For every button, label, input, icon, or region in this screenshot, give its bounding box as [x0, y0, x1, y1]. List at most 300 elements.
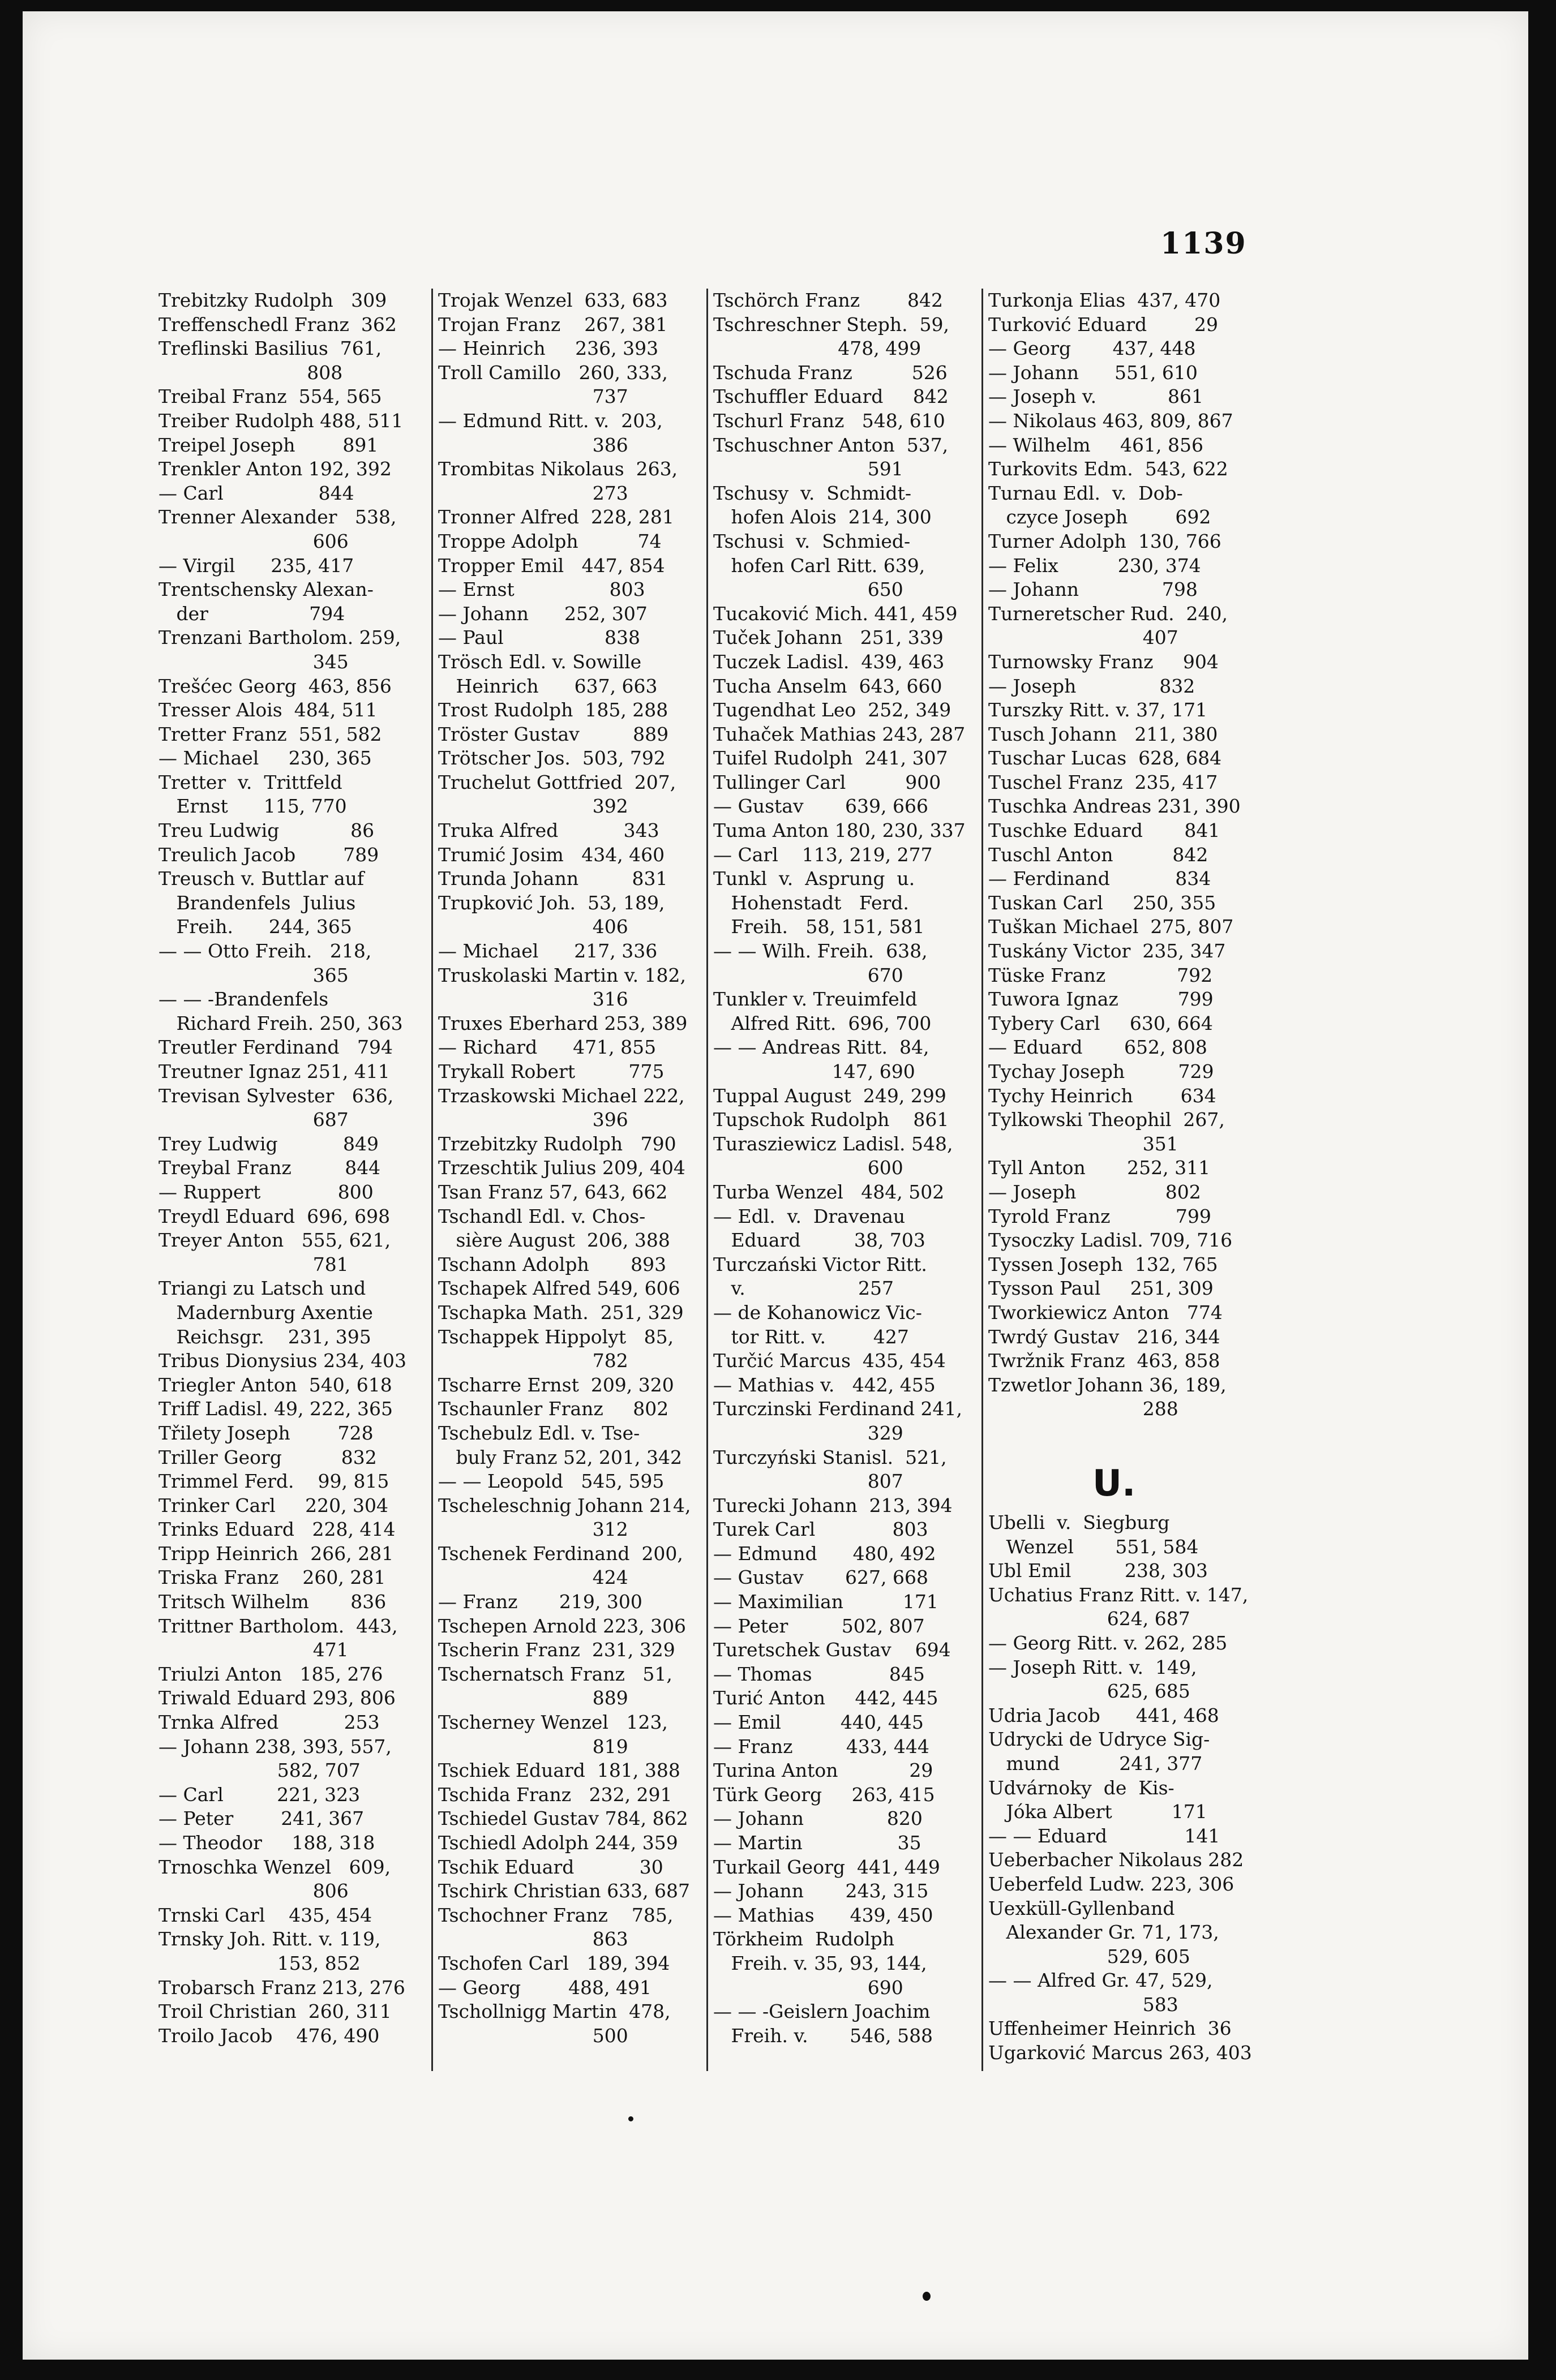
index-entry-line: Tresser Alois 484, 511 [158, 699, 378, 721]
index-entry-line: Türk Georg 263, 415 [713, 1783, 935, 1806]
index-entry-line: 670 [713, 964, 903, 986]
index-entry-line: Freih. 244, 365 [158, 916, 352, 938]
index-entry-line: — — Eduard 141 [988, 1824, 1220, 1847]
index-entry-line: — Theodor 188, 318 [158, 1832, 375, 1854]
index-entry-line: 863 [438, 1928, 628, 1951]
index-entry-line: — Felix 230, 374 [988, 554, 1201, 577]
index-entry-line: — Ferdinand 834 [988, 867, 1211, 890]
index-entry-line: Tuwora Ignaz 799 [988, 988, 1214, 1011]
index-entry-line: 624, 687 [988, 1608, 1190, 1630]
index-entry-line: czyce Joseph 692 [988, 506, 1211, 529]
index-entry-line: Tucha Anselm 643, 660 [713, 675, 942, 697]
index-entry-line: Tuhaček Mathias 243, 287 [713, 723, 966, 745]
index-entry-line: Tschebulz Edl. v. Tse- [438, 1421, 640, 1444]
index-entry-line: Tunkler v. Treuimfeld [713, 988, 918, 1011]
index-entry-line: Tschernatsch Franz 51, [438, 1662, 672, 1685]
index-entry-line: — Franz 433, 444 [713, 1735, 929, 1758]
index-entry-line: sière August 206, 388 [438, 1229, 670, 1252]
index-column-1 [158, 289, 425, 2048]
index-entry-line: Trinker Carl 220, 304 [158, 1494, 389, 1517]
print-speck [628, 2116, 633, 2121]
index-entry-line: Treybal Franz 844 [158, 1157, 381, 1179]
index-column-2 [438, 289, 710, 2048]
index-entry-line: Tschapka Math. 251, 329 [438, 1301, 684, 1324]
index-entry-line: — Heinrich 236, 393 [438, 337, 659, 360]
index-entry-line: Tretter v. Trittfeld [158, 771, 342, 793]
index-entry-line: hofen Alois 214, 300 [713, 506, 932, 529]
index-entry-line: 889 [438, 1687, 628, 1709]
index-entry-line: — — Wilh. Freih. 638, [713, 940, 928, 963]
index-entry-line: — — -Geislern Joachim [713, 2000, 931, 2023]
index-entry-line: Freih. v. 546, 588 [713, 2024, 933, 2047]
index-entry-line: 273 [438, 482, 628, 504]
index-entry-line: Turek Carl 803 [713, 1518, 928, 1541]
index-entry-line: Tschik Eduard 30 [438, 1855, 663, 1878]
index-entry-line: Tugendhat Leo 252, 349 [713, 699, 951, 721]
index-entry-line: Tworkiewicz Anton 774 [988, 1301, 1223, 1324]
index-entry-line: Treulich Jacob 789 [158, 843, 379, 866]
index-entry-line: 365 [158, 964, 349, 986]
index-entry-line: — Johann 238, 393, 557, [158, 1735, 392, 1758]
index-entry-line: Uffenheimer Heinrich 36 [988, 2017, 1232, 2040]
index-entry-line: — Carl 221, 323 [158, 1783, 361, 1806]
index-entry-line: Tritsch Wilhelm 836 [158, 1591, 387, 1613]
index-entry-line: Troilo Jacob 476, 490 [158, 2024, 380, 2047]
index-entry-line: Tschusy v. Schmidt- [713, 482, 912, 504]
page-number: 1139 [1160, 226, 1247, 261]
index-entry-line: Tysoczky Ladisl. 709, 716 [988, 1229, 1233, 1252]
index-entry-line: Tylkowski Theophil 267, [988, 1109, 1225, 1131]
index-entry-line: Tschandl Edl. v. Chos- [438, 1205, 646, 1227]
index-entry-line: 478, 499 [713, 337, 921, 360]
column-divider [431, 289, 433, 2071]
index-entry-line: — Nikolaus 463, 809, 867 [988, 409, 1233, 432]
index-entry-line: Tullinger Carl 900 [713, 771, 941, 793]
index-entry-line: Trost Rudolph 185, 288 [438, 699, 668, 721]
index-entry-line: — Richard 471, 855 [438, 1036, 657, 1059]
index-entry-line: 500 [438, 2024, 628, 2047]
index-entry-line: Třilety Joseph 728 [158, 1421, 374, 1444]
index-entry-line: Tschaunler Franz 802 [438, 1398, 669, 1420]
index-entry-line: — Johann 243, 315 [713, 1880, 929, 1902]
index-entry-line: — Ernst 803 [438, 578, 645, 601]
index-entry-line: 781 [158, 1253, 349, 1275]
index-entry-line: Tuppal August 249, 299 [713, 1084, 946, 1107]
index-entry-line: Tschurl Franz 548, 610 [713, 409, 945, 432]
index-entry-line: Tschann Adolph 893 [438, 1253, 667, 1275]
index-entry-line: Trenner Alexander 538, [158, 506, 397, 529]
index-entry-line: — Emil 440, 445 [713, 1711, 924, 1734]
index-entry-line: Tschörch Franz 842 [713, 289, 944, 311]
index-entry-line: Törkheim Rudolph [713, 1928, 895, 1951]
index-entry-line: Tuschke Eduard 841 [988, 819, 1220, 842]
index-entry-line: Treipel Joseph 891 [158, 433, 379, 456]
index-entry-line: Richard Freih. 250, 363 [158, 1012, 403, 1034]
index-entry-line: Tunkl v. Asprung u. [713, 867, 915, 890]
index-entry-line: Heinrich 637, 663 [438, 675, 658, 697]
index-entry-line: Trojan Franz 267, 381 [438, 313, 668, 336]
index-entry-line: 329 [713, 1421, 903, 1444]
index-entry-line: Trinks Eduard 228, 414 [158, 1518, 396, 1541]
index-entry-line: Tschuffler Eduard 842 [713, 385, 949, 408]
index-entry-line: Jóka Albert 171 [988, 1801, 1207, 1823]
index-entry-line: 147, 690 [713, 1060, 915, 1082]
index-entry-line: 312 [438, 1518, 628, 1541]
index-entry-line: Tripp Heinrich 266, 281 [158, 1542, 394, 1565]
index-entry-line: Trebitzky Rudolph 309 [158, 289, 387, 311]
index-entry-line: — — Andreas Ritt. 84, [713, 1036, 929, 1059]
index-entry-line: — Joseph Ritt. v. 149, [988, 1656, 1197, 1678]
index-entry-line: tor Ritt. v. 427 [713, 1325, 909, 1348]
index-entry-line: 806 [158, 1880, 349, 1902]
index-entry-line: — Georg 437, 448 [988, 337, 1196, 360]
index-entry-line: — Gustav 627, 668 [713, 1566, 928, 1589]
index-entry-line: Turić Anton 442, 445 [713, 1687, 938, 1709]
index-entry-line: Turczinski Ferdinand 241, [713, 1398, 963, 1420]
index-entry-line: — Virgil 235, 417 [158, 554, 354, 577]
index-entry-line: Ernst 115, 770 [158, 795, 347, 818]
index-entry-line: — Georg Ritt. v. 262, 285 [988, 1631, 1228, 1654]
index-entry-line: — Joseph 802 [988, 1180, 1201, 1203]
index-entry-line: — Ruppert 800 [158, 1180, 374, 1203]
index-entry-line: Tschochner Franz 785, [438, 1904, 674, 1926]
index-entry-line: Treutner Ignaz 251, 411 [158, 1060, 390, 1082]
index-entry-line: Trnski Carl 435, 454 [158, 1904, 372, 1926]
index-entry-line: Tschuschner Anton 537, [713, 433, 949, 456]
index-entry-line: Troil Christian 260, 311 [158, 2000, 392, 2023]
index-entry-line: Tyssen Joseph 132, 765 [988, 1253, 1218, 1275]
index-entry-line: Tuma Anton 180, 230, 337 [713, 819, 966, 842]
index-entry-line: Tschiek Eduard 181, 388 [438, 1759, 680, 1782]
index-entry-line: 819 [438, 1735, 628, 1758]
index-entry-line: Turczyński Stanisl. 521, [713, 1446, 947, 1468]
index-entry-line: Truka Alfred 343 [438, 819, 659, 842]
index-entry-line: Tychay Joseph 729 [988, 1060, 1214, 1082]
index-column-3 [713, 289, 985, 2048]
index-entry-line: Tschenek Ferdinand 200, [438, 1542, 683, 1565]
index-entry-line: Ubl Emil 238, 303 [988, 1560, 1208, 1582]
index-entry-line: Trösch Edl. v. Sowille [438, 650, 642, 673]
index-entry-line: Trey Ludwig 849 [158, 1132, 379, 1155]
index-entry-line: Alexander Gr. 71, 173, [988, 1921, 1219, 1944]
index-entry-line: — — Otto Freih. 218, [158, 940, 372, 963]
index-entry-line: Trupković Joh. 53, 189, [438, 891, 665, 914]
index-entry-line: Tschappek Hippolyt 85, [438, 1325, 674, 1348]
index-entry-line: Turszky Ritt. v. 37, 171 [988, 699, 1208, 721]
index-entry-line: Tschirk Christian 633, 687 [438, 1880, 691, 1902]
index-entry-line: 407 [988, 626, 1178, 649]
index-entry-line: — Joseph v. 861 [988, 385, 1203, 408]
index-entry-line: — Georg 488, 491 [438, 1976, 652, 1999]
index-entry-line: Tuifel Rudolph 241, 307 [713, 747, 948, 770]
index-entry-line: Ueberfeld Ludw. 223, 306 [988, 1872, 1234, 1895]
index-entry-line: — Michael 217, 336 [438, 940, 658, 963]
page-sheet [23, 11, 1528, 2360]
index-entry-line: Turetschek Gustav 694 [713, 1639, 951, 1661]
index-entry-line: Turčić Marcus 435, 454 [713, 1350, 946, 1372]
index-entry-line: Tschuda Franz 526 [713, 361, 948, 384]
index-entry-line: Tschiedl Adolph 244, 359 [438, 1832, 678, 1854]
index-entry-line: Troppe Adolph 74 [438, 530, 662, 552]
index-entry-line: Tusch Johann 211, 380 [988, 723, 1218, 745]
index-entry-line: Triff Ladisl. 49, 222, 365 [158, 1398, 393, 1420]
index-entry-line: — Paul 838 [438, 626, 641, 649]
index-entry-line: Madernburg Axentie [158, 1301, 373, 1324]
index-entry-line: 737 [438, 385, 628, 408]
index-entry-line: der 794 [158, 602, 345, 625]
index-entry-line: Trombitas Nikolaus 263, [438, 458, 678, 480]
index-entry-line: Trötscher Jos. 503, 792 [438, 747, 666, 770]
index-entry-line: 351 [988, 1132, 1178, 1155]
index-entry-line: Trenzani Bartholom. 259, [158, 626, 401, 649]
index-entry-line: Tschida Franz 232, 291 [438, 1783, 672, 1806]
index-entry-line: — Johann 252, 307 [438, 602, 648, 625]
index-entry-line: Triulzi Anton 185, 276 [158, 1662, 383, 1685]
index-entry-line: Tscharre Ernst 209, 320 [438, 1373, 674, 1396]
index-entry-line: 808 [158, 361, 343, 384]
index-entry-line: Wenzel 551, 584 [988, 1535, 1199, 1558]
index-entry-line: Tuschar Lucas 628, 684 [988, 747, 1222, 770]
index-entry-line: Treu Ludwig 86 [158, 819, 375, 842]
index-entry-line: — Edmund 480, 492 [713, 1542, 936, 1565]
index-entry-line: Tuschl Anton 842 [988, 843, 1208, 866]
index-entry-line: Trevisan Sylvester 636, [158, 1084, 394, 1107]
index-entry-line: Tropper Emil 447, 854 [438, 554, 665, 577]
index-entry-line: Tscherin Franz 231, 329 [438, 1639, 675, 1661]
index-entry-line: Tuškan Michael 275, 807 [988, 916, 1234, 938]
index-entry-line: Trenkler Anton 192, 392 [158, 458, 392, 480]
index-entry-line: Tscheleschnig Johann 214, [438, 1494, 691, 1517]
index-entry-line: Twržnik Franz 463, 858 [988, 1350, 1220, 1372]
index-entry-line: — Martin 35 [713, 1832, 921, 1854]
index-entry-line: 650 [713, 578, 903, 601]
index-entry-line: Tupschok Rudolph 861 [713, 1109, 949, 1131]
index-entry-line: Turecki Johann 213, 394 [713, 1494, 953, 1517]
index-entry-line: Treyer Anton 555, 621, [158, 1229, 391, 1252]
index-entry-line: Trunda Johann 831 [438, 867, 668, 890]
index-entry-line: Turina Anton 29 [713, 1759, 933, 1782]
index-entry-line: Tuskan Carl 250, 355 [988, 891, 1216, 914]
index-entry-line: 392 [438, 795, 628, 818]
index-entry-line: Reichsgr. 231, 395 [158, 1325, 371, 1348]
index-entry-line: Tscherney Wenzel 123, [438, 1711, 668, 1734]
index-entry-line: Tuskány Victor 235, 347 [988, 940, 1226, 963]
index-entry-line: 424 [438, 1566, 628, 1589]
index-entry-line: — Johann 820 [713, 1807, 923, 1830]
index-entry-line: 583 [988, 1993, 1178, 2016]
index-entry-line: Tybery Carl 630, 664 [988, 1012, 1213, 1034]
index-entry-line: 386 [438, 433, 628, 456]
print-speck [923, 2292, 931, 2301]
index-entry-line: Alfred Ritt. 696, 700 [713, 1012, 932, 1034]
index-entry-line: Tysson Paul 251, 309 [988, 1277, 1214, 1300]
index-entry-line: Treydl Eduard 696, 698 [158, 1205, 391, 1227]
index-entry-line: Brandenfels Julius [158, 891, 356, 914]
index-entry-line: Tschepen Arnold 223, 306 [438, 1614, 687, 1637]
index-entry-line: 529, 605 [988, 1945, 1190, 1967]
index-entry-line: Treusch v. Buttlar auf [158, 867, 365, 890]
index-entry-line: Tsan Franz 57, 643, 662 [438, 1180, 668, 1203]
index-entry-line: Ugarković Marcus 263, 403 [988, 2042, 1252, 2064]
index-entry-line: Uexküll-Gyllenband [988, 1897, 1175, 1919]
index-entry-line: 687 [158, 1109, 349, 1131]
index-entry-line: Treibal Franz 554, 565 [158, 385, 382, 408]
index-entry-line: — Franz 219, 300 [438, 1591, 642, 1613]
index-entry-line: — — Alfred Gr. 47, 529, [988, 1969, 1213, 1992]
index-entry-line: Turner Adolph 130, 766 [988, 530, 1221, 552]
index-entry-line: 153, 852 [158, 1952, 361, 1974]
index-entry-line: Truxes Eberhard 253, 389 [438, 1012, 688, 1034]
index-entry-line: 288 [988, 1398, 1178, 1420]
index-entry-line: Turnau Edl. v. Dob- [988, 482, 1183, 504]
index-entry-line: Trobarsch Franz 213, 276 [158, 1976, 405, 1999]
index-entry-line: Turasziewicz Ladisl. 548, [713, 1132, 953, 1155]
index-entry-line: Turkovits Edm. 543, 622 [988, 458, 1228, 480]
index-entry-line: Tyrold Franz 799 [988, 1205, 1211, 1227]
index-entry-line: Tucaković Mich. 441, 459 [713, 602, 958, 625]
index-entry-line: — Gustav 639, 666 [713, 795, 928, 818]
index-entry-line: Udria Jacob 441, 468 [988, 1704, 1219, 1726]
index-entry-line: — Wilhelm 461, 856 [988, 433, 1203, 456]
index-entry-line: 807 [713, 1470, 903, 1493]
index-entry-line: 600 [713, 1157, 903, 1179]
index-entry-line: Treffenschedl Franz 362 [158, 313, 397, 336]
index-entry-line: — de Kohanowicz Vic- [713, 1301, 922, 1324]
index-entry-line: Triwald Eduard 293, 806 [158, 1687, 396, 1709]
index-entry-line: Truchelut Gottfried 207, [438, 771, 676, 793]
index-entry-line: Tschapek Alfred 549, 606 [438, 1277, 680, 1300]
index-entry-line: Tuček Johann 251, 339 [713, 626, 944, 649]
index-entry-line: Tretter Franz 551, 582 [158, 723, 382, 745]
index-entry-line: Trentschensky Alexan- [158, 578, 374, 601]
index-entry-line: Tzwetlor Johann 36, 189, [988, 1373, 1227, 1396]
index-entry-line: Tuczek Ladisl. 439, 463 [713, 650, 945, 673]
index-entry-line: Triegler Anton 540, 618 [158, 1373, 392, 1396]
index-entry-line: Turczański Victor Ritt. [713, 1253, 927, 1275]
index-entry-line: Tüske Franz 792 [988, 964, 1213, 986]
index-entry-line: hofen Carl Ritt. 639, [713, 554, 925, 577]
index-entry-line: — Joseph 832 [988, 675, 1195, 697]
index-entry-line: Tronner Alfred 228, 281 [438, 506, 674, 529]
index-entry-line: Freih. 58, 151, 581 [713, 916, 925, 938]
index-entry-line: mund 241, 377 [988, 1752, 1203, 1775]
index-entry-line: Trzaskowski Michael 222, [438, 1084, 685, 1107]
index-entry-line: — Johann 551, 610 [988, 361, 1198, 384]
index-entry-line: Triangi zu Latsch und [158, 1277, 366, 1300]
index-entry-line: Hohenstadt Ferd. [713, 891, 909, 914]
index-entry-line: Twrdý Gustav 216, 344 [988, 1325, 1220, 1348]
index-entry-line: Tyll Anton 252, 311 [988, 1157, 1211, 1179]
index-entry-line: Udrycki de Udryce Sig- [988, 1728, 1210, 1751]
index-entry-line: 345 [158, 650, 349, 673]
index-entry-line: Uchatius Franz Ritt. v. 147, [988, 1583, 1249, 1606]
index-entry-line: Trojak Wenzel 633, 683 [438, 289, 668, 311]
index-entry-line: Turnowsky Franz 904 [988, 650, 1219, 673]
index-entry-line: Eduard 38, 703 [713, 1229, 925, 1252]
index-entry-line: Ueberbacher Nikolaus 282 [988, 1849, 1244, 1871]
index-entry-line: Trzebitzky Rudolph 790 [438, 1132, 676, 1155]
index-entry-line: Tschusi v. Schmied- [713, 530, 911, 552]
index-entry-line: 406 [438, 916, 628, 938]
index-entry-line: Trešćec Georg 463, 856 [158, 675, 392, 697]
index-entry-line: Turković Eduard 29 [988, 313, 1219, 336]
index-entry-line: Treiber Rudolph 488, 511 [158, 409, 404, 432]
index-entry-line: 690 [713, 1976, 903, 1999]
index-entry-line: Turkonja Elias 437, 470 [988, 289, 1221, 311]
index-entry-line: 396 [438, 1109, 628, 1131]
index-entry-line: Trumić Josim 434, 460 [438, 843, 665, 866]
index-entry-line: 316 [438, 988, 628, 1011]
index-entry-line: Tschollnigg Martin 478, [438, 2000, 671, 2023]
index-entry-line: — — -Brandenfels [158, 988, 329, 1011]
index-entry-line: Troll Camillo 260, 333, [438, 361, 668, 384]
index-entry-line: 782 [438, 1350, 628, 1372]
index-entry-line: Tychy Heinrich 634 [988, 1084, 1216, 1107]
index-column-4 [988, 289, 1254, 1421]
index-entry-line: 625, 685 [988, 1680, 1190, 1703]
index-entry-line: Triska Franz 260, 281 [158, 1566, 386, 1589]
section-heading: U. [1092, 1463, 1136, 1505]
index-entry-line: Udvárnoky de Kis- [988, 1776, 1174, 1799]
index-entry-line: — Peter 241, 367 [158, 1807, 365, 1830]
index-entry-line: Freih. v. 35, 93, 144, [713, 1952, 927, 1974]
index-entry-line: — Edmund Ritt. v. 203, [438, 409, 663, 432]
index-entry-line: Turkail Georg 441, 449 [713, 1855, 940, 1878]
index-entry-line: Tschiedel Gustav 784, 862 [438, 1807, 688, 1830]
index-entry-line: Trimmel Ferd. 99, 815 [158, 1470, 389, 1493]
index-entry-line: Truskolaski Martin v. 182, [438, 964, 687, 986]
index-column-4-section-u [988, 1511, 1254, 2065]
index-entry-line: Turba Wenzel 484, 502 [713, 1180, 945, 1203]
index-entry-line: 582, 707 [158, 1759, 361, 1782]
index-entry-line: Tschofen Carl 189, 394 [438, 1952, 670, 1974]
index-entry-line: — Mathias v. 442, 455 [713, 1373, 936, 1396]
index-entry-line: Tuschka Andreas 231, 390 [988, 795, 1241, 818]
index-entry-line: — Johann 798 [988, 578, 1198, 601]
index-entry-line: Tuschel Franz 235, 417 [988, 771, 1218, 793]
index-entry-line: 606 [158, 530, 349, 552]
index-entry-line: Trykall Robert 775 [438, 1060, 665, 1082]
index-entry-line: — Eduard 652, 808 [988, 1036, 1207, 1059]
index-entry-line: Treflinski Basilius 761, [158, 337, 382, 360]
index-entry-line: Trzeschtik Julius 209, 404 [438, 1157, 685, 1179]
index-entry-line: Tschreschner Steph. 59, [713, 313, 950, 336]
index-entry-line: Trnka Alfred 253 [158, 1711, 380, 1734]
index-entry-line: Turneretscher Rud. 240, [988, 602, 1228, 625]
index-entry-line: 591 [713, 458, 903, 480]
index-entry-line: Triller Georg 832 [158, 1446, 377, 1468]
index-entry-line: — — Leopold 545, 595 [438, 1470, 665, 1493]
index-entry-line: Trittner Bartholom. 443, [158, 1614, 398, 1637]
index-entry-line: Trnoschka Wenzel 609, [158, 1855, 391, 1878]
index-entry-line: — Mathias 439, 450 [713, 1904, 933, 1926]
index-entry-line: v. 257 [713, 1277, 894, 1300]
index-entry-line: — Thomas 845 [713, 1662, 925, 1685]
index-entry-line: buly Franz 52, 201, 342 [438, 1446, 682, 1468]
index-entry-line: — Edl. v. Dravenau [713, 1205, 906, 1227]
index-entry-line: Treutler Ferdinand 794 [158, 1036, 393, 1059]
index-entry-line: — Carl 113, 219, 277 [713, 843, 933, 866]
index-entry-line: — Maximilian 171 [713, 1591, 938, 1613]
index-entry-line: — Carl 844 [158, 482, 354, 504]
index-entry-line: Tribus Dionysius 234, 403 [158, 1350, 407, 1372]
index-entry-line: — Michael 230, 365 [158, 747, 372, 770]
index-entry-line: 471 [158, 1639, 349, 1661]
index-entry-line: Trnsky Joh. Ritt. v. 119, [158, 1928, 381, 1951]
index-entry-line: — Peter 502, 807 [713, 1614, 925, 1637]
index-entry-line: Tröster Gustav 889 [438, 723, 669, 745]
index-entry-line: Ubelli v. Siegburg [988, 1511, 1170, 1533]
